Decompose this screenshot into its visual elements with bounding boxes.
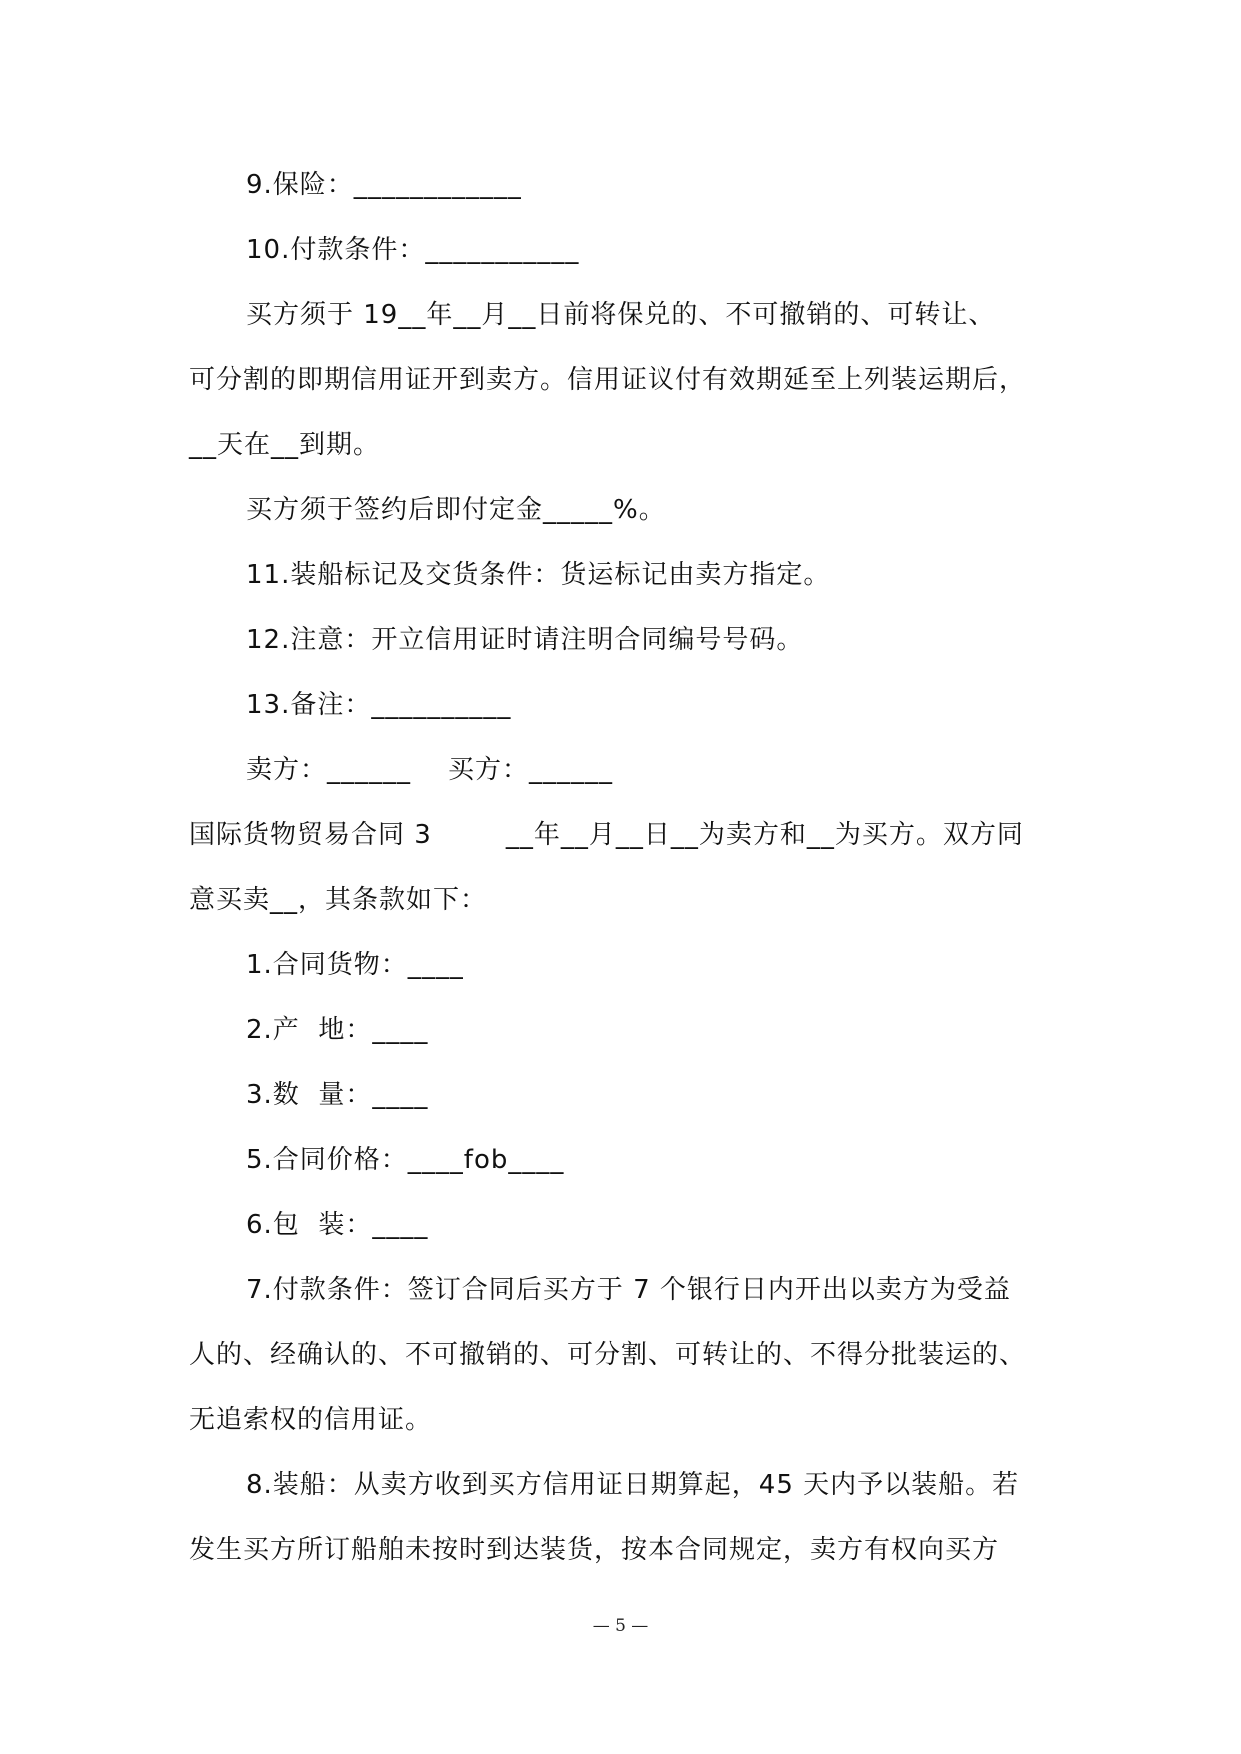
- payment-clause: 7.付款条件：签订合同后买方于 7 个银行日内开出以卖方为受益: [246, 1275, 1011, 1305]
- contract-intro-text: 国际货物贸易合同 3 __年__月__日__为卖方和__为买方。双方同: [189, 820, 1024, 850]
- deposit-text: 买方须于签约后即付定金_____%。: [246, 495, 666, 525]
- payment-terms-clause: 10.付款条件：___________: [246, 235, 580, 265]
- origin-clause: 2.产 地：____: [246, 1015, 429, 1045]
- payment-clause-continued: 人的、经确认的、不可撤销的、可分割、可转让的、不得分批装运的、: [189, 1340, 1027, 1370]
- shipment-clause: 8.装船：从卖方收到买方信用证日期算起，45 天内予以装船。若: [246, 1470, 1020, 1500]
- insurance-clause: 9.保险：____________: [246, 170, 522, 200]
- page-number: — 5 —: [592, 1616, 649, 1636]
- shipping-marks-clause: 11.装船标记及交货条件：货运标记由卖方指定。: [246, 560, 831, 590]
- letter-of-credit-text-continued: 可分割的即期信用证开到卖方。信用证议付有效期延至上列装运期后，: [189, 365, 1027, 395]
- contract-intro-text-continued: 意买卖__，其条款如下：: [189, 885, 488, 915]
- letter-of-credit-text: 买方须于 19__年__月__日前将保兑的、不可撤销的、可转让、: [246, 300, 996, 330]
- remarks-clause: 13.备注：__________: [246, 690, 512, 720]
- contract-price-clause: 5.合同价格：____fob____: [246, 1145, 565, 1175]
- shipment-clause-continued: 发生买方所订船舶未按时到达装货，按本合同规定，卖方有权向买方: [189, 1535, 1000, 1565]
- packing-clause: 6.包 装：____: [246, 1210, 429, 1240]
- signature-line: 卖方：______ 买方：______: [246, 755, 614, 785]
- contract-goods-clause: 1.合同货物：____: [246, 950, 464, 980]
- quantity-clause: 3.数 量：____: [246, 1080, 429, 1110]
- letter-of-credit-expiry-text: __天在__到期。: [189, 430, 381, 460]
- payment-clause-end: 无追索权的信用证。: [189, 1405, 433, 1435]
- note-clause: 12.注意：开立信用证时请注明合同编号号码。: [246, 625, 804, 655]
